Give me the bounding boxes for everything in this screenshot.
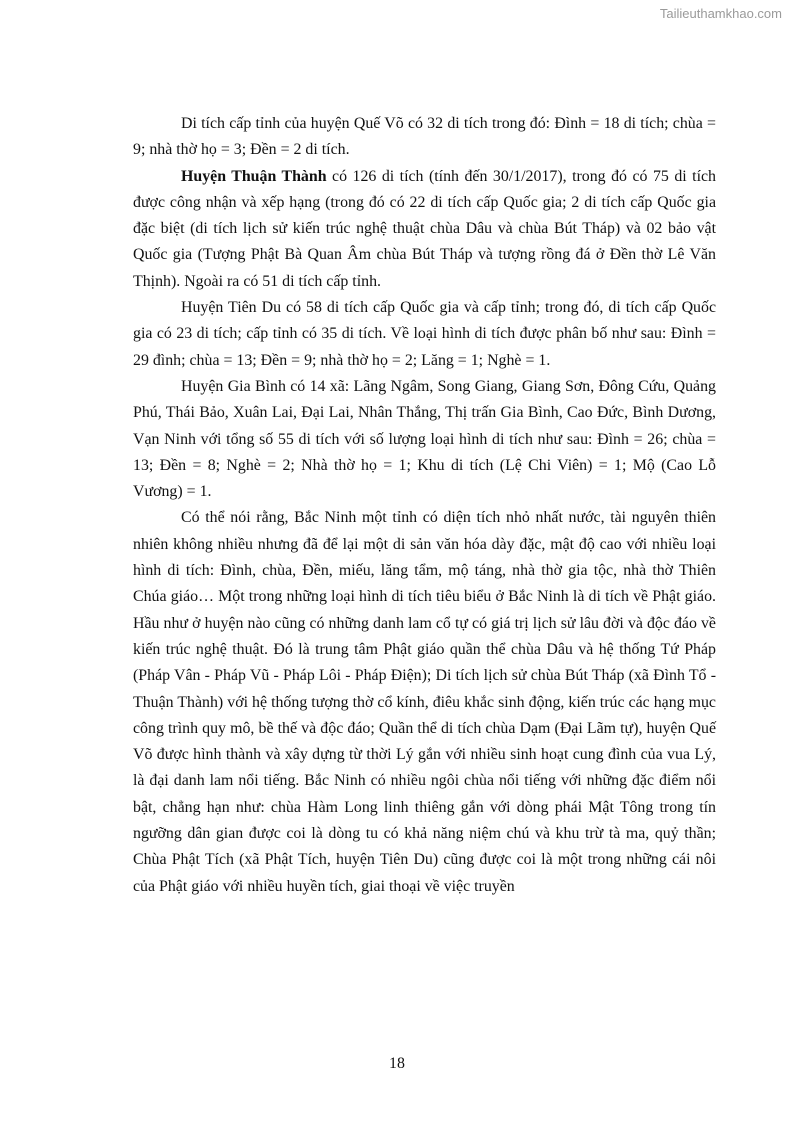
paragraph-bac-ninh-overview bbox=[133, 505, 716, 899]
page-number: 18 bbox=[389, 1055, 405, 1072]
paragraph-tien-du bbox=[133, 295, 716, 374]
document-body bbox=[133, 111, 716, 900]
paragraph-thuan-thanh bbox=[133, 164, 716, 295]
paragraph-text: có 126 di tích (tính đến 30/1/2017), trong đó có 75 di tích được công nhận và xếp hạng (trong đó có 22 di tích cấp Quốc gia; 2 di tích cấp Quốc gia đặc biệt (di tích lịch sử kiến trúc nghệ thuật chùa Dâu và chùa Bút Tháp) và 02 bảo vật Quốc gia (Tượng Phật Bà Quan Âm chùa Bút Tháp và tượng rồng đá ở Đền thờ Lê Văn Thịnh). Ngoài ra có 51 di tích cấp tỉnh. bbox=[133, 167, 716, 290]
paragraph-text: Di tích cấp tỉnh của huyện Quế Võ có 32 di tích trong đó: Đình = 18 di tích; chùa = 9; nhà thờ họ = 3; Đền = 2 di tích. bbox=[133, 115, 716, 159]
paragraph-text: Có thể nói rằng, Bắc Ninh một tỉnh có diện tích nhỏ nhất nước, tài nguyên thiên nhiên không nhiều nhưng đã để lại một di sản văn hóa dày đặc, mật độ cao với nhiều loại hình di tích: Đình, chùa, Đền, miếu, lăng tẩm, mộ táng, nhà thờ gia tộc, nhà thờ Thiên Chúa giáo… Một trong những loại hình di tích tiêu biểu ở Bắc Ninh là di tích về Phật giáo. Hầu như ở huyện nào cũng có những danh lam cổ tự có giá trị lịch sử lâu đời và độc đáo về kiến trúc nghệ thuật. Đó là trung tâm Phật giáo quần thể chùa Dâu và hệ thống Tứ Pháp (Pháp Vân - Pháp Vũ - Pháp Lôi - Pháp Điện); Di tích lịch sử chùa Bút Tháp (xã Đình Tổ - Thuận Thành) với hệ thống tượng thờ cổ kính, điêu khắc sinh động, kiến trúc các hạng mục công trình quy mô, bề thế và độc đáo; Quần thể di tích chùa Dạm (Đại Lãm tự), huyện Quế Võ được hình thành và xây dựng từ thời Lý gắn với nhiều sinh hoạt cung đình của vua Lý, là đại danh lam nổi tiếng. Bắc Ninh có nhiều ngôi chùa nổi tiếng với những đặc điểm nổi bật, chẳng hạn như: chùa Hàm Long linh thiêng gắn với dòng phái Mật Tông trong tín ngưỡng dân gian được coi là dòng tu có khả năng niệm chú và khu trừ tà ma, quỷ thần; Chùa Phật Tích (xã Phật Tích, huyện Tiên Du) cũng được coi là một trong những cái nôi của Phật giáo với nhiều huyền tích, giai thoại về việc truyền bbox=[133, 509, 716, 895]
paragraph-que-vo bbox=[133, 111, 716, 164]
paragraph-text: Huyện Tiên Du có 58 di tích cấp Quốc gia và cấp tỉnh; trong đó, di tích cấp Quốc gia có 23 di tích; cấp tỉnh có 35 di tích. Về loại hình di tích được phân bố như sau: Đình = 29 đình; chùa = 13; Đền = 9; nhà thờ họ = 2; Lăng = 1; Nghè = 1. bbox=[133, 299, 716, 369]
watermark-text: Tailieuthamkhao.com bbox=[659, 6, 782, 21]
paragraph-text: Huyện Gia Bình có 14 xã: Lãng Ngâm, Song Giang, Giang Sơn, Đông Cứu, Quảng Phú, Thái Bảo, Xuân Lai, Đại Lai, Nhân Thắng, Thị trấn Gia Bình, Cao Đức, Bình Dương, Vạn Ninh với tổng số 55 di tích với số lượng loại hình di tích như sau: Đình = 26; chùa = 13; Đền = 8; Nghè = 2; Nhà thờ họ = 1; Khu di tích (Lệ Chi Viên) = 1; Mộ (Cao Lỗ Vương) = 1. bbox=[133, 377, 716, 501]
paragraph-gia-binh bbox=[133, 374, 716, 505]
paragraph-lead-bold: Huyện Thuận Thành bbox=[181, 167, 327, 185]
